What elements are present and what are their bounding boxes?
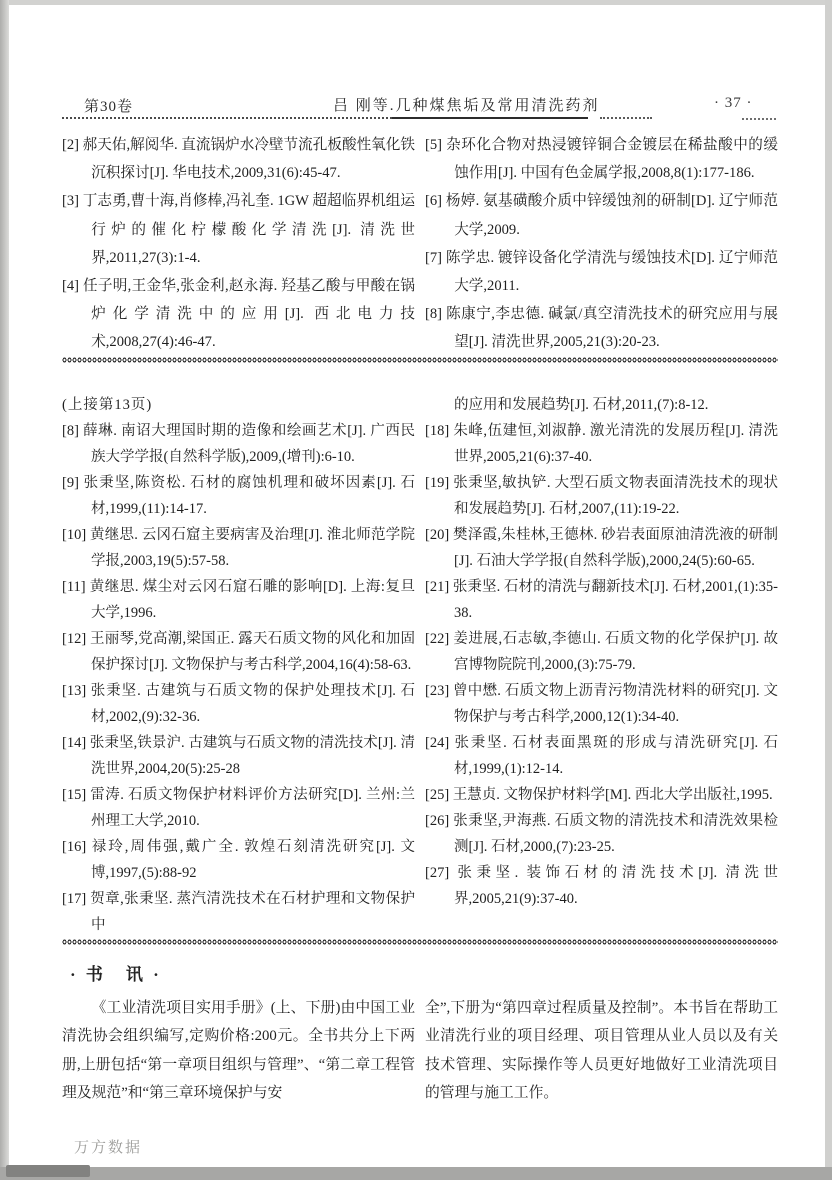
reference-item: [23] 曾中懋. 石质文物上沥青污物清洗材料的研究[J]. 文物保护与考古科学,2000,12(1):34-40.	[425, 683, 778, 725]
reference-item: [5] 杂环化合物对热浸镀锌铜合金镀层在稀盐酸中的缓蚀作用[J]. 中国有色金属学报,2008,8(1):177-186.	[425, 137, 778, 182]
reference-item: [10] 黄继思. 云冈石窟主要病害及治理[J]. 淮北师范学院学报,2003,19(5):57-58.	[62, 527, 415, 569]
book-news-paragraph: 全”,下册为“第四章过程质量及控制”。本书旨在帮助工业清洗行业的项目经理、项目管理从业人员以及有关技术管理、实际操作等人员更好地做好工业清洗项目的管理与施工工作。	[425, 1000, 778, 1102]
header-rule-solid	[392, 117, 588, 119]
reference-item: [7] 陈学忠. 镀锌设备化学清洗与缓蚀技术[D]. 辽宁师范大学,2011.	[425, 249, 778, 295]
reference-list-continued	[62, 392, 778, 940]
scan-edge-right	[825, 0, 832, 1180]
book-news-column-right	[425, 994, 778, 1144]
header-rule-dots	[742, 118, 776, 120]
reference-column-left	[62, 131, 415, 353]
reference-item: [9] 张秉坚,陈资松. 石材的腐蚀机理和破坏因素[J]. 石材,1999,(11):14-17.	[62, 475, 415, 517]
scan-edge-top	[0, 0, 832, 5]
book-news-heading: · 书 讯 ·	[70, 965, 162, 984]
section-divider	[62, 938, 778, 946]
header-rule-dotted	[62, 117, 392, 119]
header-page-number: · 37 ·	[714, 95, 753, 111]
header-running-title: 吕 刚等.几种煤焦垢及常用清洗药剂	[333, 98, 600, 114]
reference-item: [20] 樊泽霞,朱桂林,王德林. 砂岩表面原油清洗液的研制[J]. 石油大学学报(自然科学版),2000,24(5):60-65.	[425, 527, 778, 569]
reference-item: [26] 张秉坚,尹海燕. 石质文物的清洗技术和清洗效果检测[J]. 石材,2000,(7):23-25.	[425, 813, 778, 855]
reference-item: [12] 王丽琴,党高潮,梁国正. 露天石质文物的风化和加固保护探讨[J]. 文物保护与考古科学,2004,16(4):58-63.	[62, 631, 415, 673]
reference-item: [13] 张秉坚. 古建筑与石质文物的保护处理技术[J]. 石材,2002,(9):32-36.	[62, 683, 415, 725]
reference-item: [3] 丁志勇,曹十海,肖修棒,冯礼奎. 1GW 超超临界机组运行炉的催化柠檬酸化学清洗[J]. 清洗世界,2011,27(3):1-4.	[62, 193, 415, 266]
reference-item: [25] 王慧贞. 文物保护材料学[M]. 西北大学出版社,1995.	[425, 787, 773, 803]
reference-item: [6] 杨婷. 氨基磺酸介质中锌缓蚀剂的研制[D]. 辽宁师范大学,2009.	[425, 193, 778, 238]
reference-list-top	[62, 131, 778, 353]
reference-item: [18] 朱峰,伍建恒,刘淑静. 激光清洗的发展历程[J]. 清洗世界,2005,21(6):37-40.	[425, 423, 778, 465]
book-news-column-left	[62, 994, 415, 1144]
reference-item: [11] 黄继思. 煤尘对云冈石窟石雕的影响[D]. 上海:复旦大学,1996.	[62, 579, 415, 621]
reference-item: [15] 雷涛. 石质文物保护材料评价方法研究[D]. 兰州:兰州理工大学,2010.	[62, 787, 415, 829]
section-divider	[62, 356, 778, 364]
reference-item: [16] 禄玲,周伟强,戴广全. 敦煌石刻清洗研究[J]. 文博,1997,(5):88-92	[62, 839, 415, 881]
reference-item: [27] 张秉坚. 装饰石材的清洗技术[J]. 清洗世界,2005,21(9):37-40.	[425, 865, 778, 907]
book-news-paragraph: 《工业清洗项目实用手册》(上、下册)由中国工业清洗协会组织编写,定购价格:200元。全书共分上下两册,上册包括“第一章项目组织与管理”、“第二章工程管理及规范”和“第三章环境保护与安	[62, 1000, 415, 1102]
reference-column-right	[425, 392, 778, 940]
reference-item: [22] 姜进展,石志敏,李德山. 石质文物的化学保护[J]. 故宫博物院院刊,2000,(3):75-79.	[425, 631, 778, 673]
reference-column-left	[62, 392, 415, 940]
reference-item: [4] 任子明,王金华,张金利,赵永海. 羟基乙酸与甲酸在锅炉化学清洗中的应用[J]. 西北电力技术,2008,27(4):46-47.	[62, 278, 415, 351]
reference-item: [17] 贺章,张秉坚. 蒸汽清洗技术在石材护理和文物保护中	[62, 891, 415, 933]
scan-edge-left	[0, 0, 9, 1180]
reference-item: [19] 张秉坚,敏执铲. 大型石质文物表面清洗技术的现状和发展趋势[J]. 石材,2007,(11):19-22.	[425, 475, 778, 517]
reference-item: [8] 薛琳. 南诏大理国时期的造像和绘画艺术[J]. 广西民族大学学报(自然科学版),2009,(增刊):6-10.	[62, 423, 415, 465]
reference-item: [24] 张秉坚. 石材表面黑斑的形成与清洗研究[J]. 石材,1999,(1):12-14.	[425, 735, 778, 777]
reference-item: [21] 张秉坚. 石材的清洗与翻新技术[J]. 石材,2001,(1):35-38.	[425, 579, 778, 621]
scan-corner-smudge	[6, 1165, 90, 1177]
book-news-body	[62, 994, 778, 1144]
wanfang-data-watermark: 万方数据	[74, 1140, 143, 1156]
continued-from-label: (上接第13页)	[62, 397, 153, 413]
reference-item-continuation: 的应用和发展趋势[J]. 石材,2011,(7):8-12.	[454, 397, 709, 413]
reference-column-right	[425, 131, 778, 353]
scan-edge-bottom	[0, 1167, 832, 1180]
reference-item: [2] 郝天佑,解阅华. 直流锅炉水冷壁节流孔板酸性氧化铁沉积探讨[J]. 华电技术,2009,31(6):45-47.	[62, 137, 415, 182]
reference-item: [14] 张秉坚,铁景沪. 古建筑与石质文物的清洗技术[J]. 清洗世界,2004,20(5):25-28	[62, 735, 415, 777]
reference-item: [8] 陈康宁,李忠德. 碱氯/真空清洗技术的研究应用与展望[J]. 清洗世界,2005,21(3):20-23.	[425, 306, 778, 351]
header-volume: 第30卷	[84, 99, 134, 115]
header-rule-dash	[600, 117, 652, 119]
